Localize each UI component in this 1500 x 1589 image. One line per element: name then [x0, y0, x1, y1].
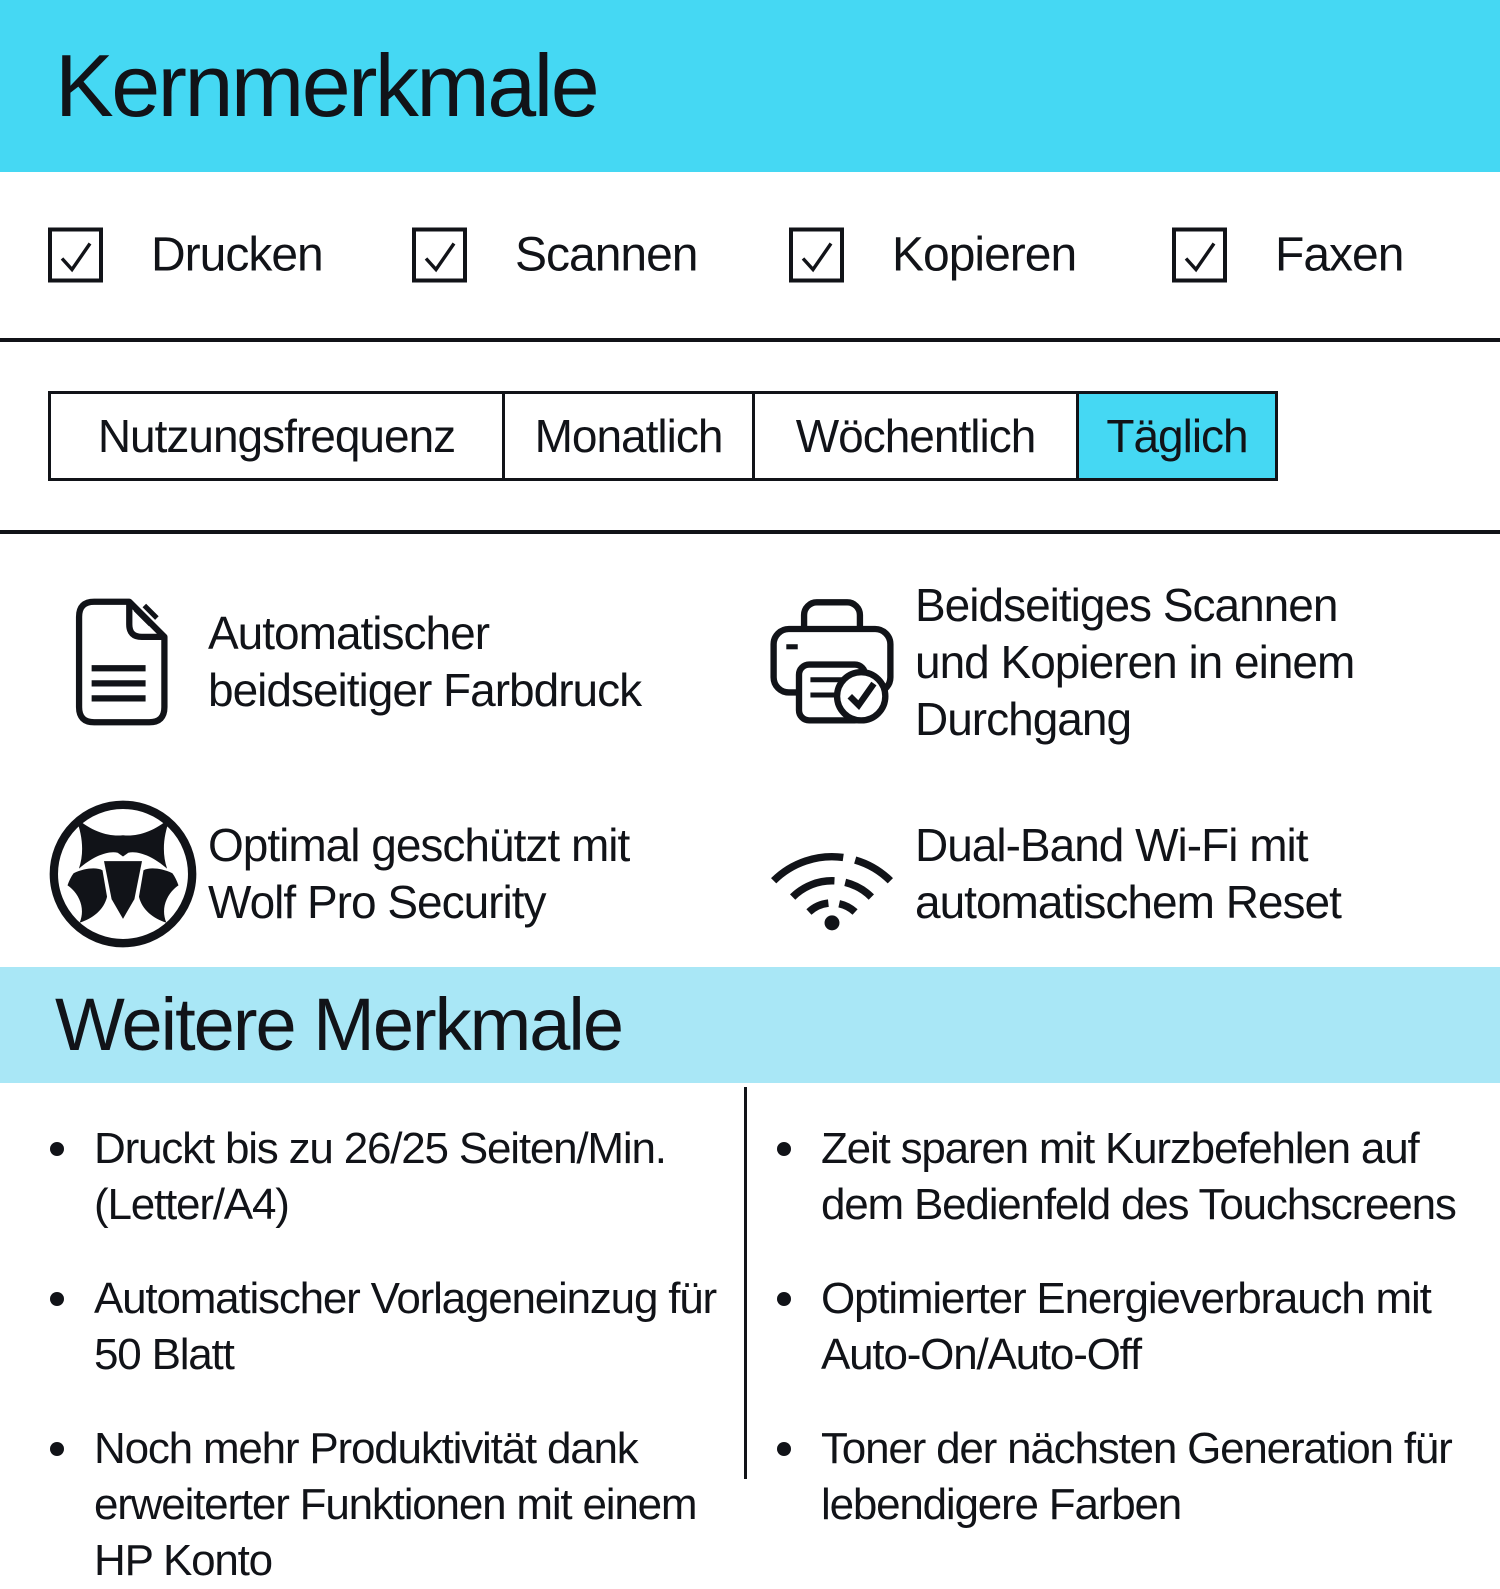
- feature-item-duplex-scan-copy: [745, 577, 1500, 748]
- usage-frequency-table: [48, 391, 1278, 481]
- frequency-option-taeglich-selected[interactable]: Täglich: [1076, 394, 1275, 478]
- bullet-icon: [777, 1442, 791, 1456]
- feature-text: Dual-Band Wi-Fi mit automatischem Reset: [915, 819, 1341, 928]
- capabilities-row: [0, 172, 1500, 338]
- bullet-icon: [777, 1142, 791, 1156]
- more-features-left-list: [0, 1121, 745, 1585]
- vertical-divider: [744, 1087, 747, 1479]
- features-grid: [0, 534, 1500, 967]
- frequency-option-monatlich[interactable]: Monatlich: [502, 394, 752, 478]
- core-features-banner: [0, 0, 1500, 172]
- bullet-icon: [50, 1142, 64, 1156]
- document-icon: [38, 598, 208, 726]
- list-item: [777, 1421, 1500, 1533]
- capability-label: Drucken: [151, 228, 323, 282]
- more-features-right-list: [745, 1121, 1500, 1529]
- page-title: Kernmerkmale: [55, 36, 598, 135]
- feature-item-wolf-security: [0, 798, 745, 950]
- feature-item-duplex-color-print: [0, 598, 745, 726]
- bullet-text: Druckt bis zu 26/25 Seiten/Min. (Letter/A4): [94, 1124, 666, 1229]
- capability-item-scannen: [412, 228, 698, 283]
- wifi-icon: [757, 817, 907, 931]
- checkbox-checked-icon[interactable]: [789, 228, 844, 283]
- capability-label: Kopieren: [892, 228, 1077, 282]
- usage-frequency-label-cell: Nutzungsfrequenz: [97, 410, 456, 462]
- capability-label: Faxen: [1275, 228, 1404, 282]
- list-item: [777, 1271, 1500, 1383]
- feature-item-dual-band-wifi: [745, 817, 1500, 931]
- capability-item-kopieren: [789, 228, 1076, 283]
- feature-text: Beidseitiges Scannen und Kopieren in einem Durchgang: [915, 578, 1355, 745]
- frequency-option-woechentlich[interactable]: Wöchentlich: [752, 394, 1076, 478]
- capability-item-drucken: [48, 228, 323, 283]
- bullet-text: Automatischer Vorlageneinzug für 50 Blatt: [94, 1274, 716, 1379]
- list-item: [777, 1121, 1500, 1233]
- more-features-title: Weitere Merkmale: [55, 983, 623, 1066]
- bullet-icon: [50, 1442, 64, 1456]
- more-features-section: [0, 1083, 1500, 1585]
- checkbox-checked-icon[interactable]: [48, 228, 103, 283]
- capability-label: Scannen: [515, 228, 698, 282]
- usage-frequency-section: [0, 342, 1500, 530]
- bullet-icon: [777, 1292, 791, 1306]
- bullet-icon: [50, 1292, 64, 1306]
- feature-text: Optimal geschützt mit Wolf Pro Security: [208, 819, 630, 928]
- checkbox-checked-icon[interactable]: [412, 228, 467, 283]
- wolf-pro-security-icon: [38, 798, 208, 950]
- bullet-text: Optimierter Energieverbrauch mit Auto-On/Auto-Off: [821, 1274, 1431, 1379]
- list-item: [50, 1121, 745, 1233]
- list-item: [50, 1421, 745, 1589]
- printer-scan-check-icon: [757, 596, 907, 728]
- feature-text: Automatischer beidseitiger Farbdruck: [208, 607, 642, 716]
- bullet-text: Toner der nächsten Generation für lebendigere Farben: [821, 1424, 1452, 1529]
- bullet-text: Zeit sparen mit Kurzbefehlen auf dem Bedienfeld des Touchscreens: [821, 1124, 1456, 1229]
- more-features-banner: [0, 967, 1500, 1083]
- checkbox-checked-icon[interactable]: [1172, 228, 1227, 283]
- list-item: [50, 1271, 745, 1383]
- bullet-text: Noch mehr Produktivität dank erweiterter Funktionen mit einem HP Konto: [94, 1424, 697, 1585]
- capability-item-faxen: [1172, 228, 1403, 283]
